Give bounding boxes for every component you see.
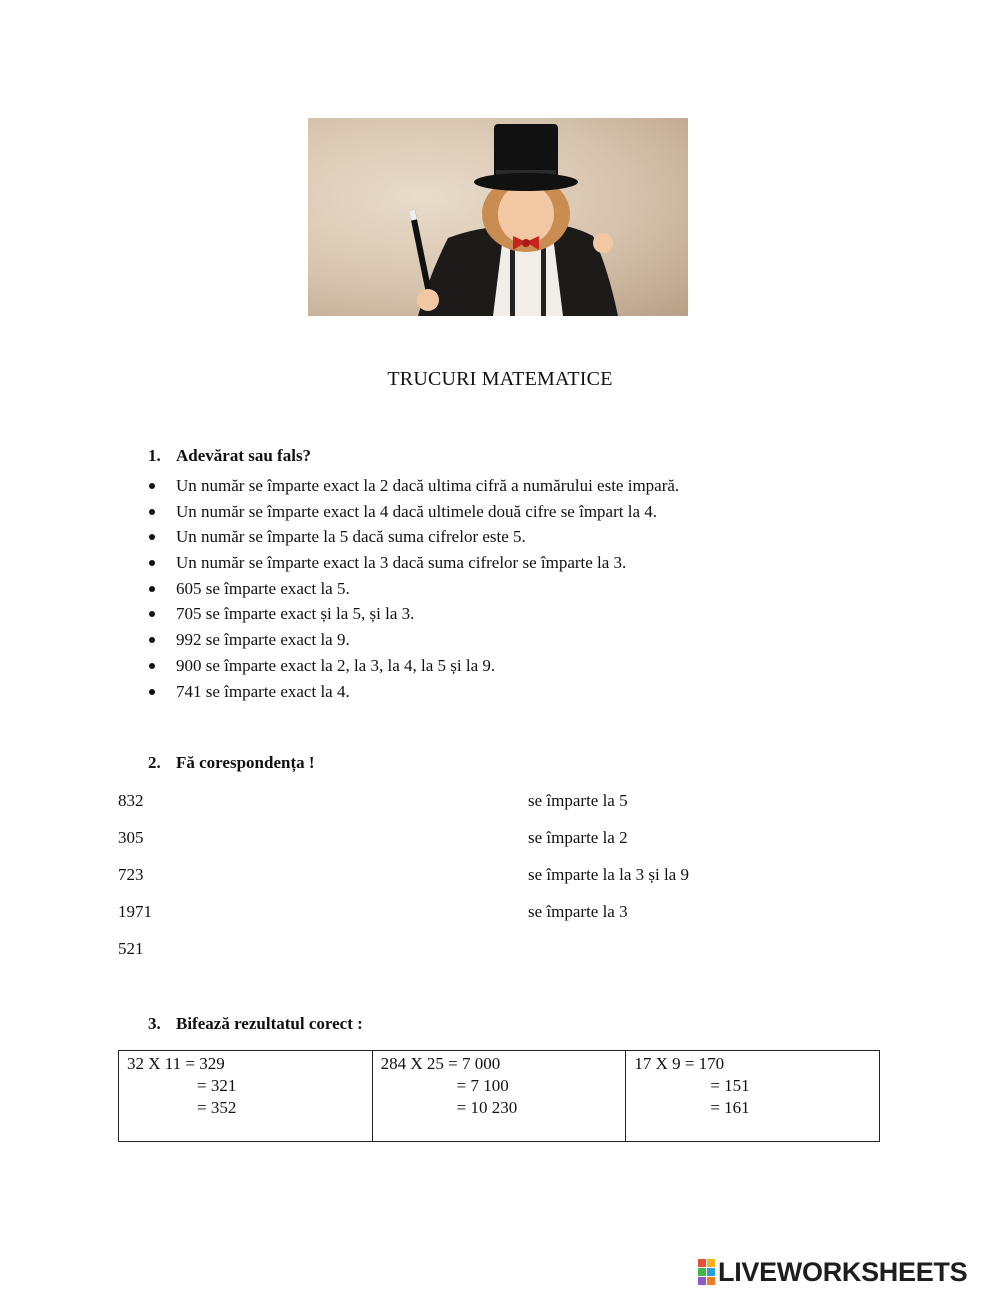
match-option-item[interactable]: se împarte la 3 (528, 902, 628, 921)
statement-item[interactable]: 605 se împarte exact la 5. (148, 576, 679, 602)
statement-item[interactable]: 705 se împarte exact și la 5, și la 3. (148, 601, 679, 627)
result-option[interactable]: = 321 (197, 1076, 237, 1095)
result-option[interactable]: 32 X 11 = 329 (127, 1054, 225, 1073)
statement-item[interactable]: 741 se împarte exact la 4. (148, 679, 679, 705)
page-title: TRUCURI MATEMATICE (387, 368, 613, 390)
result-cell (626, 1051, 880, 1142)
results-table (118, 1050, 880, 1142)
match-number-item[interactable]: 832 (118, 791, 144, 810)
magician-illustration (308, 118, 688, 316)
logo-blocks-icon (698, 1259, 715, 1285)
logo-block (698, 1277, 706, 1285)
section-1-heading (148, 446, 311, 466)
match-numbers-list (118, 790, 152, 975)
match-number-item[interactable]: 521 (118, 939, 144, 958)
match-option-item[interactable]: se împarte la 2 (528, 828, 628, 847)
match-number-item[interactable]: 305 (118, 828, 144, 847)
statement-item[interactable]: Un număr se împarte exact la 4 dacă ultimele două cifre se împart la 4. (148, 499, 679, 525)
section-2-number: 2. (148, 753, 161, 772)
statement-item[interactable]: Un număr se împarte la 5 dacă suma cifrelor este 5. (148, 524, 679, 550)
section-2-title: Fă corespondența ! (176, 753, 315, 772)
logo-block (698, 1268, 706, 1276)
statement-item[interactable]: Un număr se împarte exact la 2 dacă ultima cifră a numărului este impară. (148, 473, 679, 499)
logo-block (707, 1259, 715, 1267)
liveworksheets-logo (698, 1258, 967, 1286)
match-options-list (528, 790, 689, 938)
statement-item[interactable]: Un număr se împarte exact la 3 dacă suma cifrelor se împarte la 3. (148, 550, 679, 576)
result-option[interactable]: = 7 100 (456, 1076, 509, 1095)
section-3-heading (148, 1014, 363, 1034)
statement-item[interactable]: 992 se împarte exact la 9. (148, 627, 679, 653)
result-option[interactable]: = 161 (710, 1098, 750, 1117)
result-option[interactable]: 17 X 9 = 170 (634, 1054, 725, 1073)
match-option-item[interactable]: se împarte la 5 (528, 791, 628, 810)
result-option[interactable]: = 352 (197, 1098, 237, 1117)
section-1-number: 1. (148, 446, 161, 465)
magician-girl-photo (308, 118, 688, 316)
result-cell (372, 1051, 626, 1142)
logo-block (698, 1259, 706, 1267)
match-number-item[interactable]: 1971 (118, 902, 152, 921)
result-option[interactable]: = 10 230 (456, 1098, 518, 1117)
section-3-number: 3. (148, 1014, 161, 1033)
result-cell (119, 1051, 373, 1142)
match-option-item[interactable]: se împarte la la 3 și la 9 (528, 865, 689, 884)
match-number-item[interactable]: 723 (118, 865, 144, 884)
true-false-list (148, 473, 679, 704)
section-1-title: Adevărat sau fals? (176, 446, 312, 465)
statement-item[interactable]: 900 se împarte exact la 2, la 3, la 4, la 5 și la 9. (148, 653, 679, 679)
logo-text: LIVEWORKSHEETS (718, 1256, 968, 1287)
logo-block (707, 1268, 715, 1276)
section-3-title: Bifează rezultatul corect : (176, 1014, 363, 1033)
result-option[interactable]: = 151 (710, 1076, 750, 1095)
section-2-heading (148, 753, 315, 773)
logo-block (707, 1277, 715, 1285)
result-option[interactable]: 284 X 25 = 7 000 (380, 1054, 501, 1073)
